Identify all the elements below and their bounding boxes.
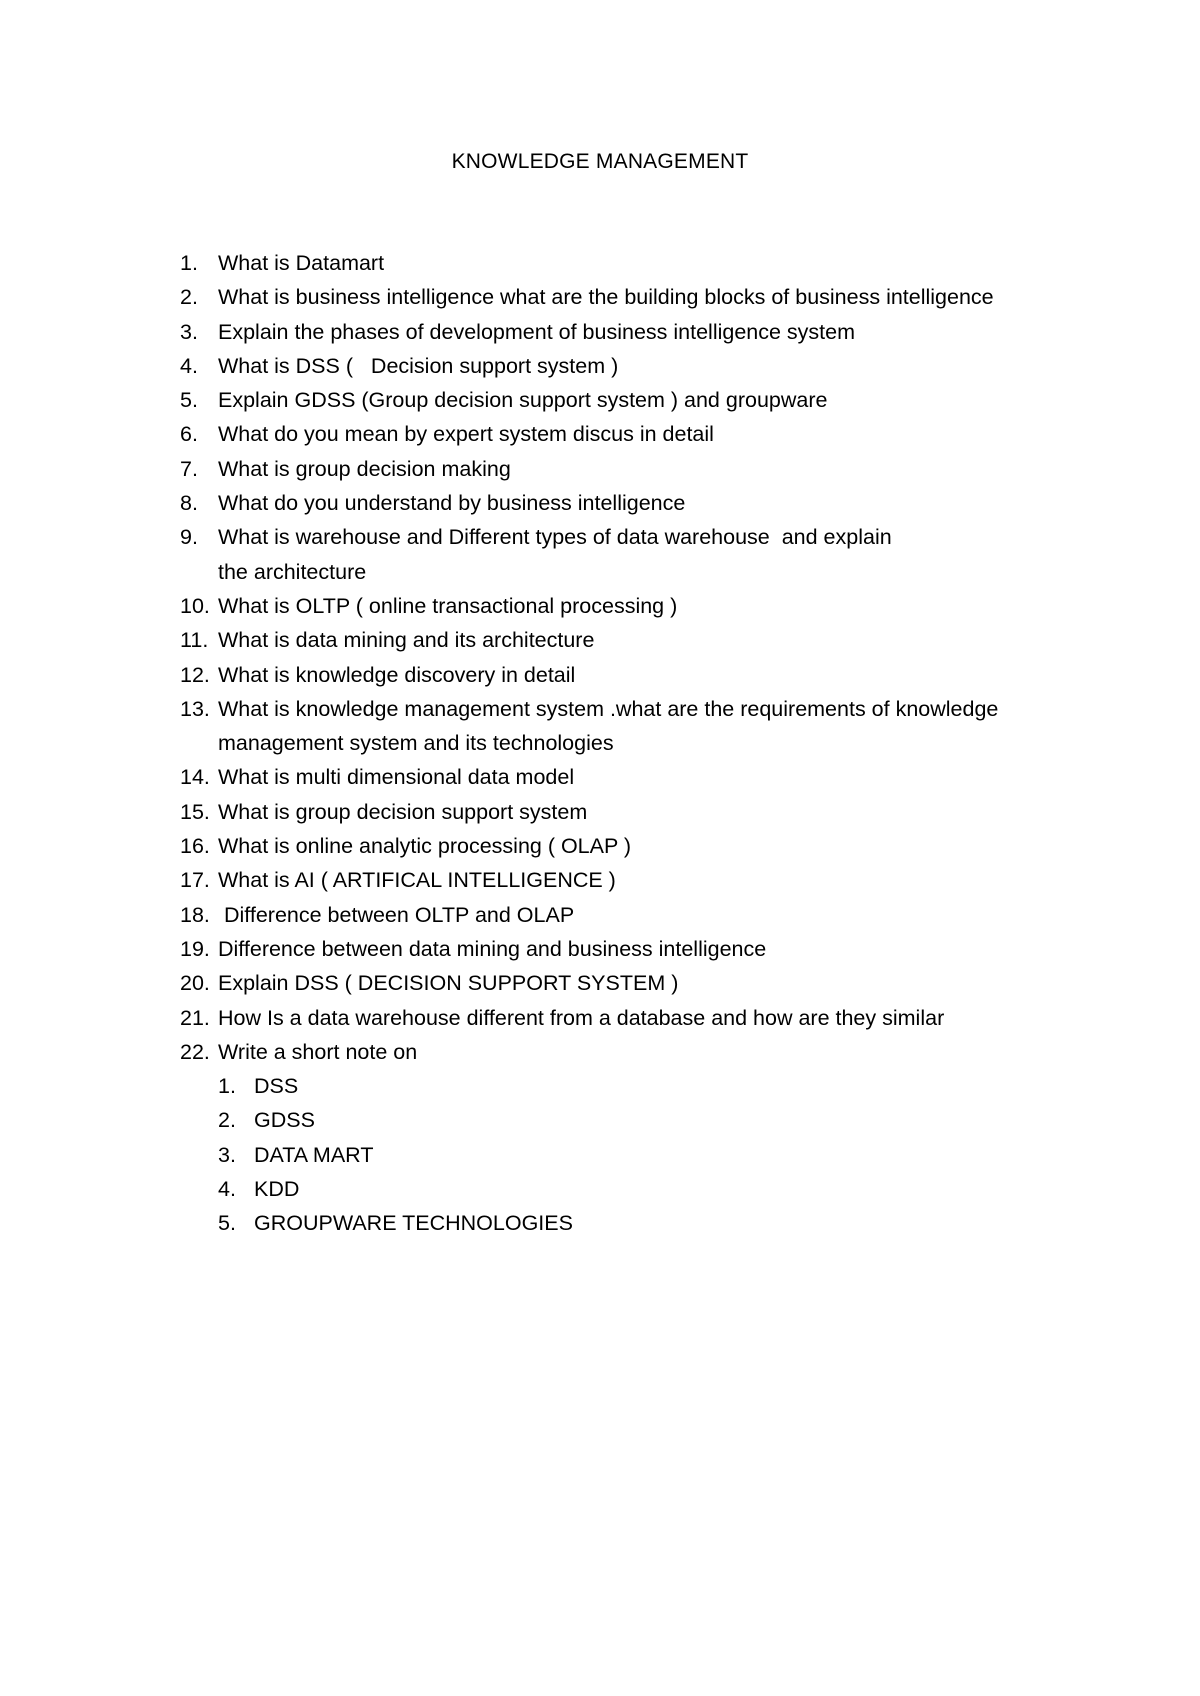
list-item (180, 658, 1080, 692)
item-text: What is online analytic processing ( OLAP ) (218, 834, 632, 859)
item-text: What is knowledge management system .what are the requirements of knowledge management system and its technologies (218, 696, 1005, 756)
item-text: Write a short note on (218, 1039, 418, 1064)
sub-item-number: 1. (218, 1074, 236, 1099)
sublist-item (218, 1069, 1080, 1103)
item-number: 9. (180, 525, 198, 550)
item-number: 20. (180, 971, 210, 996)
sub-item-text: KDD (254, 1177, 300, 1202)
list-item (180, 966, 1080, 1000)
item-text: How Is a data warehouse different from a database and how are they similar (218, 1005, 945, 1030)
list-item (180, 760, 1080, 794)
short-note-sublist (218, 1069, 1080, 1240)
item-number: 22. (180, 1039, 210, 1064)
list-item (180, 623, 1080, 657)
sub-item-number: 2. (218, 1108, 236, 1133)
list-item (180, 692, 1080, 761)
item-number: 4. (180, 353, 198, 378)
list-item (180, 589, 1080, 623)
item-number: 10. (180, 593, 210, 618)
list-item (180, 863, 1080, 897)
list-item (180, 1001, 1080, 1035)
sub-item-text: DATA MART (254, 1142, 374, 1167)
item-text: Explain DSS ( DECISION SUPPORT SYSTEM ) (218, 971, 679, 996)
list-item (180, 280, 1080, 314)
sub-item-number: 3. (218, 1142, 236, 1167)
list-item (180, 486, 1080, 520)
item-number: 14. (180, 765, 210, 790)
item-number: 12. (180, 662, 210, 687)
sub-item-text: GDSS (254, 1108, 315, 1133)
item-text: What is group decision making (218, 456, 511, 481)
list-item (180, 349, 1080, 383)
item-text: What is multi dimensional data model (218, 765, 575, 790)
sublist-item (218, 1172, 1080, 1206)
item-number: 11. (180, 628, 209, 653)
item-text: What do you understand by business intelligence (218, 491, 686, 516)
sub-item-text: GROUPWARE TECHNOLOGIES (254, 1211, 573, 1236)
list-item (180, 898, 1080, 932)
list-item (180, 829, 1080, 863)
list-item (180, 315, 1080, 349)
item-number: 5. (180, 388, 198, 413)
item-number: 6. (180, 422, 198, 447)
item-text: Difference between data mining and business intelligence (218, 936, 767, 961)
item-number: 15. (180, 799, 210, 824)
item-text: Explain the phases of development of business intelligence system (218, 319, 856, 344)
item-text: Explain GDSS (Group decision support system ) and groupware (218, 388, 828, 413)
item-number: 18. (180, 902, 210, 927)
item-text: Difference between OLTP and OLAP (218, 902, 575, 927)
item-number: 1. (180, 251, 198, 275)
item-text: What is data mining and its architecture (218, 628, 595, 653)
item-number: 8. (180, 491, 198, 516)
item-number: 3. (180, 319, 198, 344)
list-item (180, 452, 1080, 486)
sublist-item (218, 1138, 1080, 1172)
sublist-item (218, 1206, 1080, 1240)
sub-item-number: 5. (218, 1211, 236, 1236)
item-text: What is business intelligence what are the building blocks of business intelligence (218, 285, 994, 310)
item-number: 2. (180, 285, 198, 310)
sub-item-number: 4. (218, 1177, 236, 1202)
item-number: 13. (180, 696, 210, 721)
question-list (180, 246, 1080, 1241)
list-item (180, 246, 1080, 280)
item-text: What is OLTP ( online transactional processing ) (218, 593, 678, 618)
item-number: 16. (180, 834, 210, 859)
list-item (180, 932, 1080, 966)
sublist-item (218, 1103, 1080, 1137)
item-number: 17. (180, 868, 210, 893)
item-number: 7. (180, 456, 198, 481)
item-number: 21. (180, 1005, 210, 1030)
list-item (180, 417, 1080, 451)
item-text: What is group decision support system (218, 799, 588, 824)
document-title: KNOWLEDGE MANAGEMENT (451, 150, 749, 173)
item-text: What do you mean by expert system discus in detail (218, 422, 714, 447)
item-text: What is AI ( ARTIFICAL INTELLIGENCE ) (218, 868, 616, 893)
item-text: What is Datamart (218, 251, 385, 275)
list-item (180, 795, 1080, 829)
item-text: What is DSS ( Decision support system ) (218, 353, 619, 378)
item-text: What is knowledge discovery in detail (218, 662, 576, 687)
item-text: What is warehouse and Different types of data warehouse and explain the architecture (218, 525, 898, 584)
item-number: 19. (180, 936, 210, 961)
sub-item-text: DSS (254, 1074, 299, 1099)
short-note-sublist-container (180, 1069, 1080, 1240)
list-item (180, 383, 1080, 417)
list-item (180, 1035, 1080, 1069)
list-item (180, 520, 1080, 589)
